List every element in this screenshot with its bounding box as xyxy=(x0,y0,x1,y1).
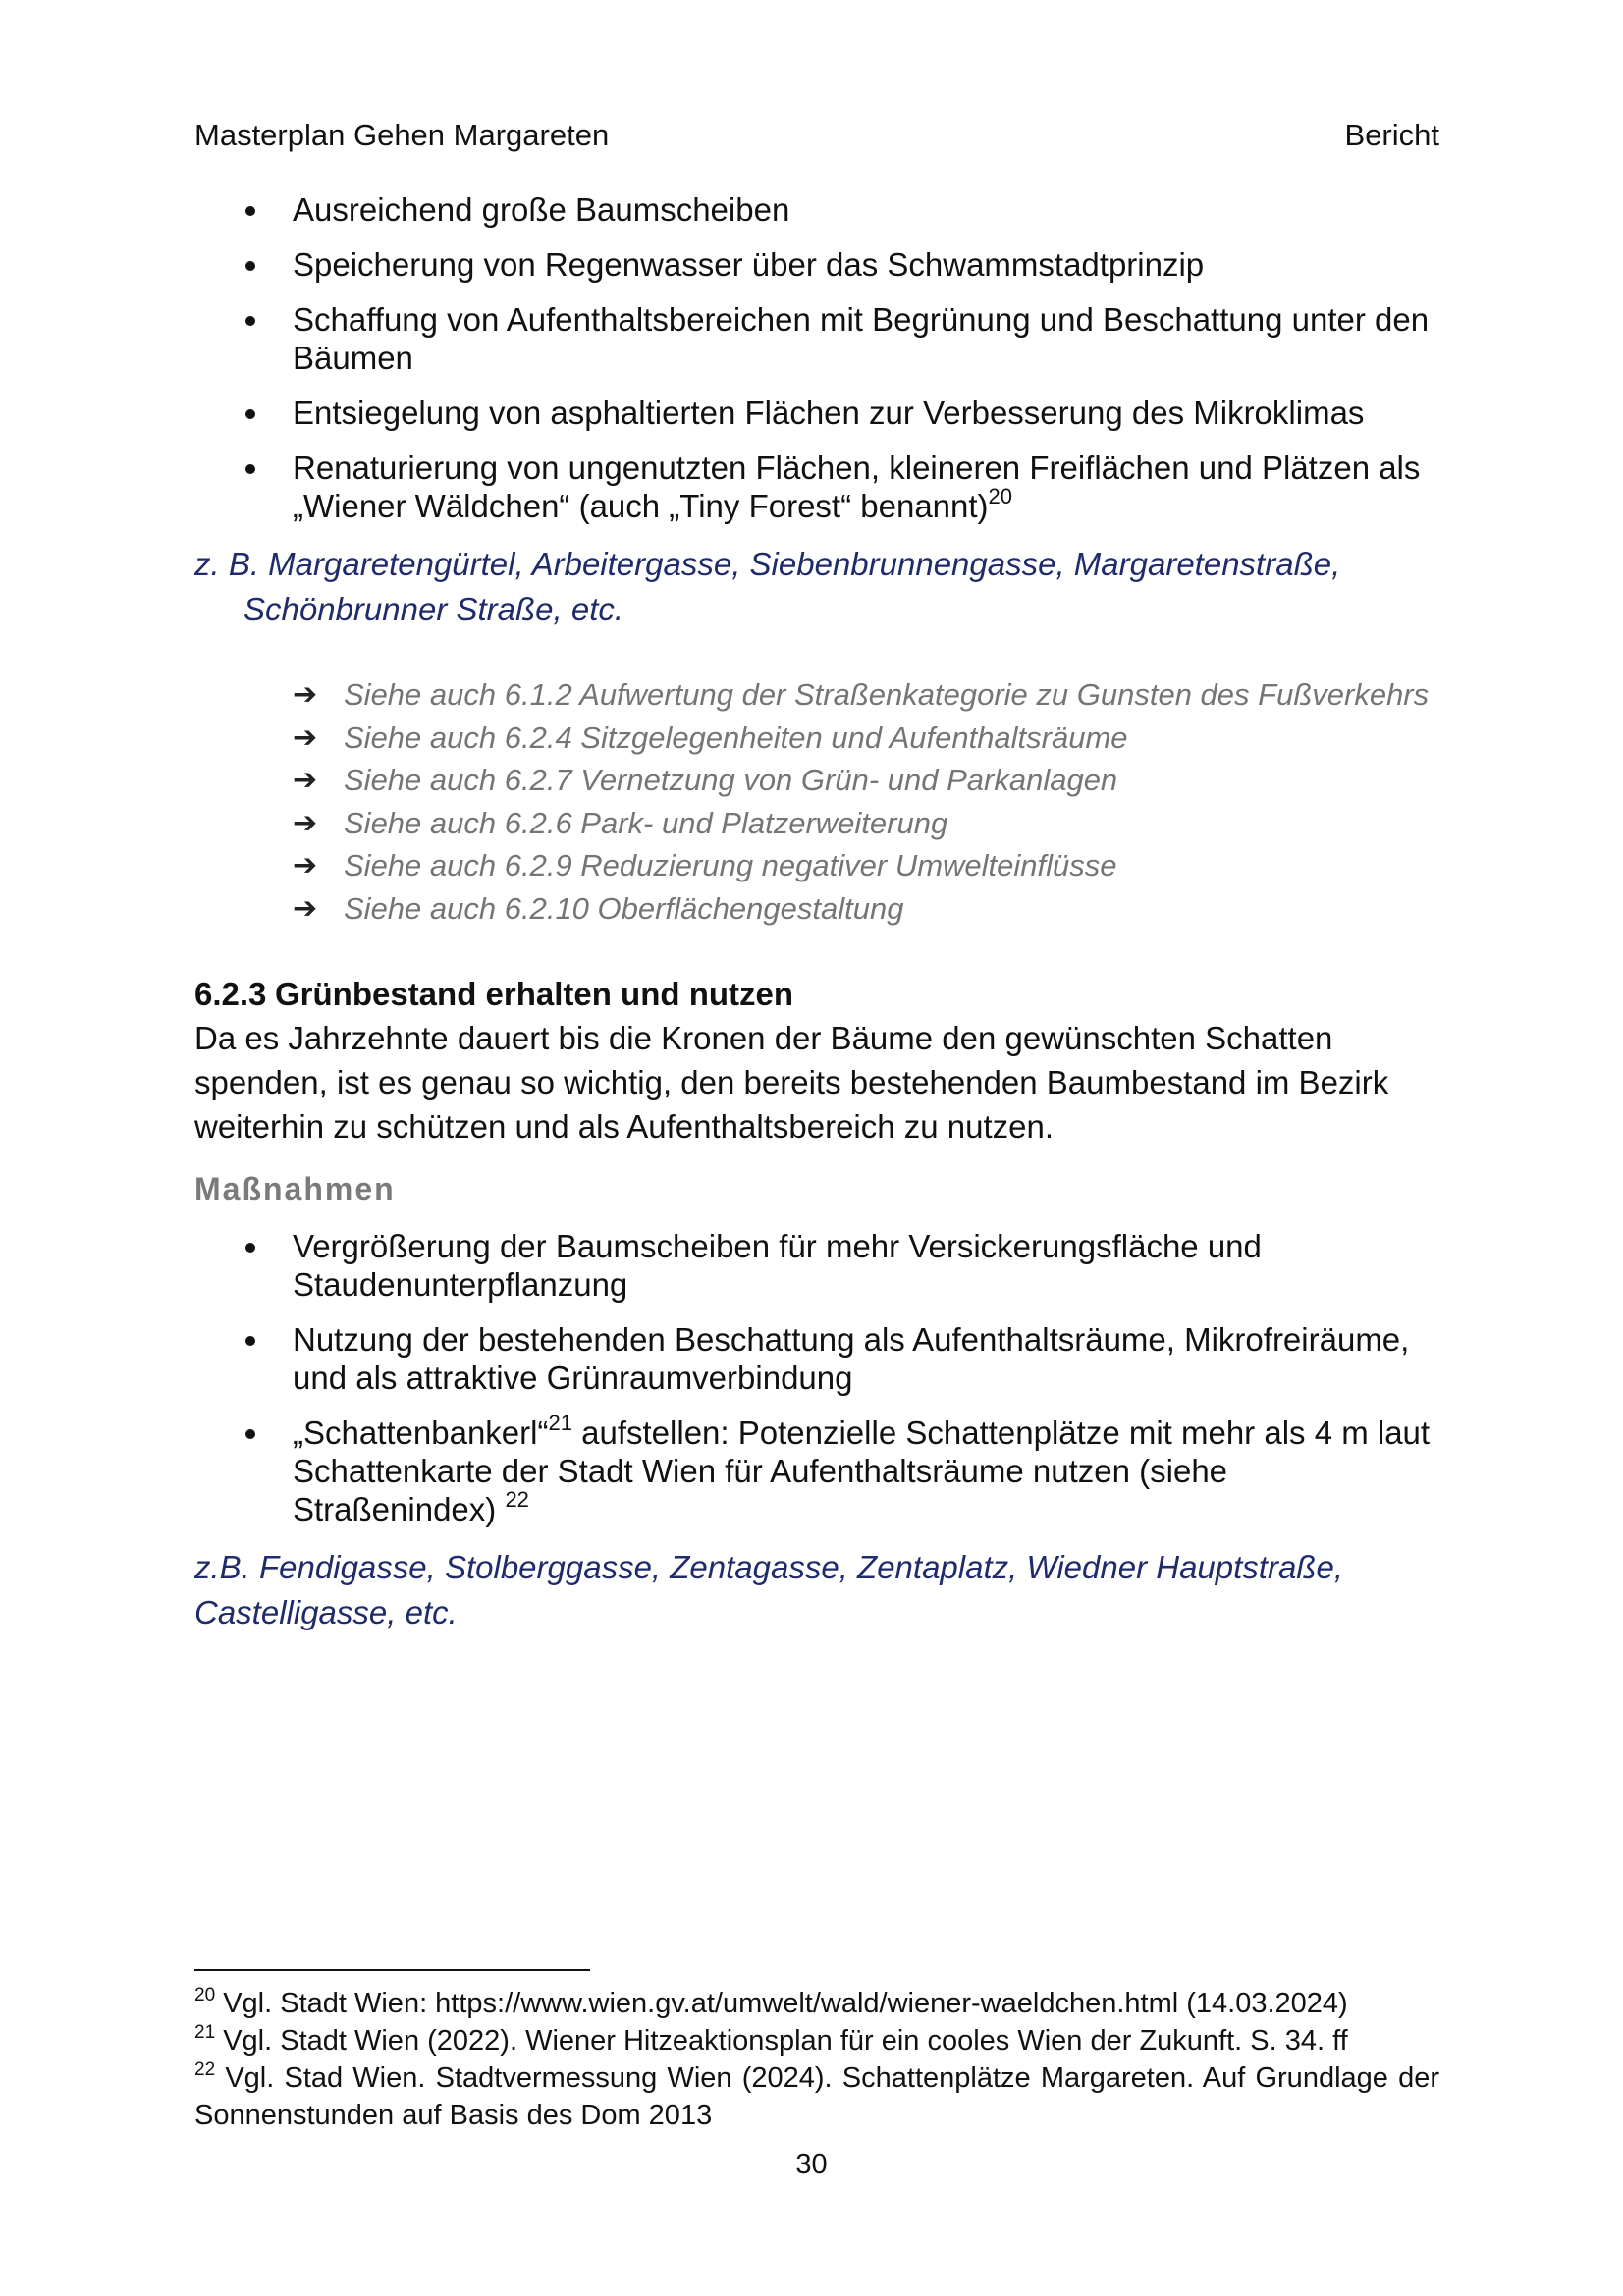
bullet-list-measures-green xyxy=(194,1227,1439,1528)
footnote-ref-21[interactable]: 21 xyxy=(548,1411,572,1435)
see-also-list xyxy=(293,673,1439,930)
arrow-right-icon: ➔ xyxy=(293,849,318,881)
arrow-right-icon: ➔ xyxy=(293,678,318,711)
list-item: Nutzung der bestehenden Beschattung als Aufenthaltsräume, Mikrofreiräume, und als attraktive Grünraumverbindung xyxy=(194,1320,1439,1397)
bullet-icon xyxy=(245,261,255,271)
bullet-list-measures-trees xyxy=(194,190,1439,525)
footnotes xyxy=(194,1985,1439,2134)
see-also-link[interactable]: ➔ Siehe auch 6.2.10 Oberflächengestaltung xyxy=(293,887,1439,931)
see-also-link[interactable]: ➔ Siehe auch 6.2.9 Reduzierung negativer Umwelteinflüsse xyxy=(293,844,1439,887)
see-also-link[interactable]: ➔ Siehe auch 6.2.7 Vernetzung von Grün- und Parkanlagen xyxy=(293,759,1439,802)
bullet-icon xyxy=(245,1336,255,1346)
bullet-icon xyxy=(245,206,255,216)
bullet-icon xyxy=(245,316,255,326)
list-item: „Schattenbankerl“$^{21}$ aufstellen: Potenzielle Schattenplätze mit mehr als 4 m laut Schattenkarte der Stadt Wien für Aufenthaltsräume nutzen (siehe Straßenindex) $^{22}$ xyxy=(194,1414,1439,1528)
footnote-ref-20[interactable]: 20 xyxy=(988,484,1013,508)
footnote: $^{22}$ Vgl. Stad Wien. Stadtvermessung Wien (2024). Schattenplätze Margareten. Auf Grundlage der Sonnenstunden auf Basis des Dom 2013 xyxy=(194,2059,1439,2131)
footnote: $^{20}$ Vgl. Stadt Wien: https://www.wien.gv.at/umwelt/wald/wiener-waeldchen.html (14.03.2024) xyxy=(194,1985,1348,2019)
see-also-link[interactable]: ➔ Siehe auch 6.1.2 Aufwertung der Straßenkategorie zu Gunsten des Fußverkehrs xyxy=(293,673,1439,717)
arrow-right-icon: ➔ xyxy=(293,721,318,754)
bullet-icon xyxy=(245,464,255,474)
list-item: Vergrößerung der Baumscheiben für mehr Versickerungsfläche und Staudenunterpflanzung xyxy=(194,1227,1439,1304)
footnote-ref-22[interactable]: 22 xyxy=(505,1487,529,1512)
see-also-link[interactable]: ➔ Siehe auch 6.2.4 Sitzgelegenheiten und Aufenthaltsräume xyxy=(293,717,1439,760)
see-also-link[interactable]: ➔ Siehe auch 6.2.6 Park- und Platzerweiterung xyxy=(293,802,1439,845)
section-title: Grünbestand erhalten und nutzen xyxy=(275,976,794,1012)
header-section: Bericht xyxy=(1344,118,1439,152)
arrow-right-icon: ➔ xyxy=(293,806,318,839)
example-streets-1: z. B. Margaretengürtel, Arbeitergasse, Siebenbrunnengasse, Margaretenstraße, Schönbrunner Straße, etc. xyxy=(194,546,1341,627)
footnote-divider xyxy=(194,1969,590,1971)
list-item: Speicherung von Regenwasser über das Schwammstadtprinzip xyxy=(194,245,1439,284)
list-item: Ausreichend große Baumscheiben xyxy=(194,190,1439,229)
arrow-right-icon: ➔ xyxy=(293,891,318,925)
header-title: Masterplan Gehen Margareten xyxy=(194,118,610,152)
section-heading xyxy=(194,973,1439,1016)
list-item: Schaffung von Aufenthaltsbereichen mit Begrünung und Beschattung unter den Bäumen xyxy=(194,300,1439,377)
bullet-icon xyxy=(245,1429,255,1439)
measures-heading: Maßnahmen xyxy=(194,1171,396,1206)
section-body: Da es Jahrzehnte dauert bis die Kronen der Bäume den gewünschten Schatten spenden, ist es genau so wichtig, den bereits bestehenden Baumbestand im Bezirk weiterhin zu schützen und als Aufenthaltsbereich zu nutzen. xyxy=(194,1020,1389,1145)
example-streets-2: z.B. Fendigasse, Stolberggasse, Zentagasse, Zentaplatz, Wiedner Hauptstraße, Castelligasse, etc. xyxy=(194,1549,1343,1630)
page-number: 30 xyxy=(795,2149,828,2180)
footnote: $^{21}$ Vgl. Stadt Wien (2022). Wiener Hitzeaktionsplan für ein cooles Wien der Zukunft. S. 34. ff xyxy=(194,2022,1348,2056)
arrow-right-icon: ➔ xyxy=(293,764,318,796)
page-content xyxy=(194,190,1439,1635)
bullet-icon xyxy=(245,1243,255,1253)
list-item: Entsiegelung von asphaltierten Flächen zur Verbesserung des Mikroklimas xyxy=(194,394,1439,432)
list-item: Renaturierung von ungenutzten Flächen, kleineren Freiflächen und Plätzen als „Wiener Wäldchen“ (auch „Tiny Forest“ benannt)$^{20}$ xyxy=(194,449,1439,525)
bullet-icon xyxy=(245,409,255,419)
section-number: 6.2.3 xyxy=(194,976,267,1012)
page-header xyxy=(194,116,1439,155)
